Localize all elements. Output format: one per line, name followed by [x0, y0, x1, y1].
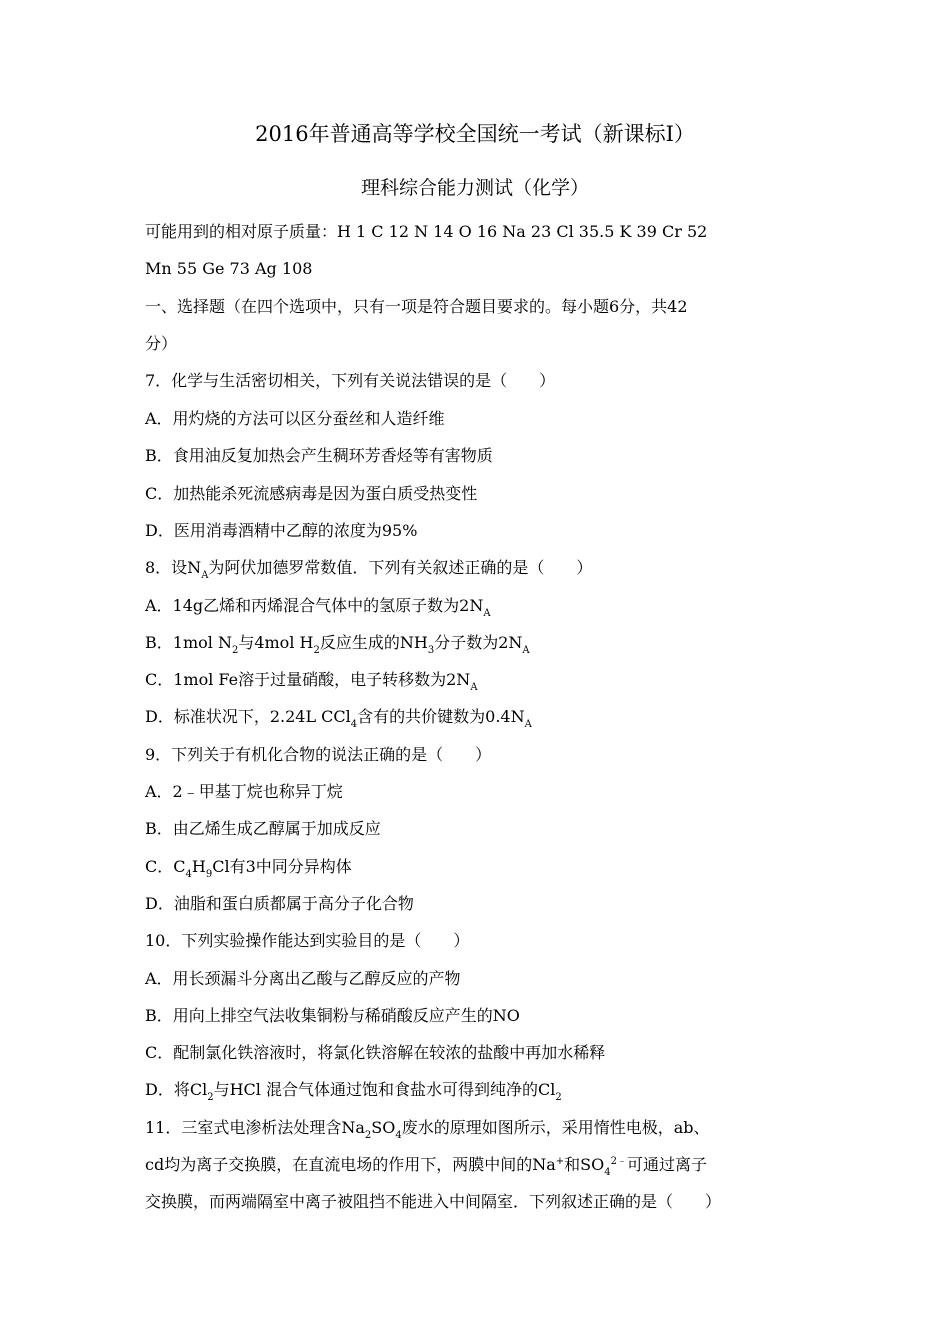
- q9-option-b: B．由乙烯生成乙醇属于加成反应: [145, 819, 381, 838]
- q11-l1-text-2: SO: [371, 1118, 396, 1137]
- q9-option-d: D．油脂和蛋白质都属于高分子化合物: [145, 894, 414, 913]
- q8-option-a: [145, 594, 825, 618]
- q8-c-text: C．1mol Fe溶于过量硝酸，电子转移数为2N: [145, 670, 471, 689]
- q11-stem-line-2: [145, 1153, 825, 1177]
- q7-option-a: A．用灼烧的方法可以区分蚕丝和人造纤维: [145, 409, 445, 428]
- atomic-masses-line-1: 可能用到的相对原子质量：H 1 C 12 N 14 O 16 Na 23 Cl 35.5 K 39 Cr 52: [145, 222, 708, 241]
- q10-stem: 10．下列实验操作能达到实验目的是（ ）: [145, 931, 470, 950]
- q9-stem: 9．下列关于有机化合物的说法正确的是（ ）: [145, 745, 492, 764]
- q10-option-b: B．用向上排空气法收集铜粉与稀硝酸反应产生的NO: [145, 1006, 520, 1025]
- q8-b-text-2: 与4mol H: [238, 633, 314, 652]
- q9-option-c: [145, 855, 825, 879]
- section-header-line-2: 分）: [145, 334, 178, 353]
- q9-c-sub-1: 4: [185, 869, 192, 880]
- q11-stem-line-3: 交换膜，而两端隔室中离子被阻挡不能进入中间隔室．下列叙述正确的是（ ）: [145, 1192, 722, 1211]
- q9-c-text-1: C．C: [145, 857, 186, 876]
- q9-c-text-2: H: [191, 857, 206, 876]
- q10-option-d: [145, 1078, 825, 1102]
- q11-l1-text-1: 11．三室式电渗析法处理含Na: [145, 1118, 365, 1137]
- q11-l2-sup-2: 2﹣: [610, 1156, 627, 1167]
- q8-option-c: [145, 668, 825, 692]
- q10-d-text-2: 与HCl 混合气体通过饱和食盐水可得到纯净的Cl: [213, 1080, 556, 1099]
- exam-subtitle: 理科综合能力测试（化学）: [360, 177, 589, 199]
- atomic-masses-line-2: Mn 55 Ge 73 Ag 108: [145, 259, 313, 278]
- q8-option-d: [145, 705, 825, 729]
- section-header-line-1: 一、选择题（在四个选项中，只有一项是符合题目要求的。每小题6分，共42: [145, 297, 688, 316]
- q11-stem-line-1: [145, 1116, 825, 1140]
- q8-b-sub-4: A: [522, 645, 530, 656]
- q11-l2-text-3: 可通过离子: [626, 1155, 707, 1174]
- q9-c-sub-2: 9: [205, 869, 213, 880]
- q8-option-b: [145, 631, 825, 655]
- q10-option-a: A．用长颈漏斗分离出乙酸与乙醇反应的产物: [145, 969, 461, 988]
- q10-d-sub-1: 2: [207, 1092, 214, 1103]
- q8-d-text-1: D．标准状况下，2.24L CCl: [145, 707, 351, 726]
- q8-a-text: A．14g乙烯和丙烯混合气体中的氢原子数为2N: [145, 596, 484, 615]
- q8-stem: [145, 556, 825, 580]
- q8-b-sub-2: 2: [313, 645, 320, 656]
- q8-b-sub-1: 2: [231, 645, 239, 656]
- q10-d-text-1: D．将Cl: [145, 1080, 208, 1099]
- q8-d-text-2: 含有的共价键数为0.4N: [357, 707, 525, 726]
- q7-option-b: B．食用油反复加热会产生稠环芳香烃等有害物质: [145, 446, 493, 465]
- q8-b-text-1: B．1mol N: [145, 633, 232, 652]
- q8-b-text-3: 反应生成的NH: [319, 633, 428, 652]
- q11-l1-sub-1: 2: [364, 1130, 372, 1141]
- q8-d-sub-2: A: [524, 719, 532, 730]
- exam-title: 2016年普通高等学校全国统一考试（新课标Ⅰ）: [255, 122, 695, 146]
- q11-l2-sub-2: 4: [604, 1167, 611, 1178]
- q11-l2-sup-1: +: [555, 1156, 565, 1167]
- q8-stem-text: 8．设N: [145, 558, 202, 577]
- q9-c-text-3: Cl有3中同分异构体: [212, 857, 352, 876]
- q7-option-d: D．医用消毒酒精中乙醇的浓度为95%: [145, 521, 418, 540]
- q11-l2-text-2: 和SO: [564, 1155, 605, 1174]
- q11-l1-text-3: 废水的原理如图所示，采用惰性电极，ab、: [401, 1118, 710, 1137]
- q8-stem-sub: A: [201, 570, 209, 581]
- q11-l2-text-1: cd均为离子交换膜，在直流电场的作用下，两膜中间的Na: [145, 1155, 556, 1174]
- q8-c-sub: A: [470, 682, 478, 693]
- q10-option-c: C．配制氯化铁溶液时，将氯化铁溶解在较浓的盐酸中再加水稀释: [145, 1043, 606, 1062]
- q11-l1-sub-2: 4: [395, 1130, 402, 1141]
- q8-b-sub-3: 3: [427, 645, 435, 656]
- q8-a-sub: A: [483, 608, 491, 619]
- q8-stem-text-2: 为阿伏加德罗常数值．下列有关叙述正确的是（ ）: [208, 558, 593, 577]
- q10-d-sub-2: 2: [555, 1092, 562, 1103]
- q9-option-a: A．2﹣甲基丁烷也称异丁烷: [145, 782, 343, 801]
- q8-b-text-4: 分子数为2N: [434, 633, 523, 652]
- q7-option-c: C．加热能杀死流感病毒是因为蛋白质受热变性: [145, 484, 478, 503]
- q8-d-sub-1: 4: [350, 719, 358, 730]
- q7-stem: 7．化学与生活密切相关，下列有关说法错误的是（ ）: [145, 371, 556, 390]
